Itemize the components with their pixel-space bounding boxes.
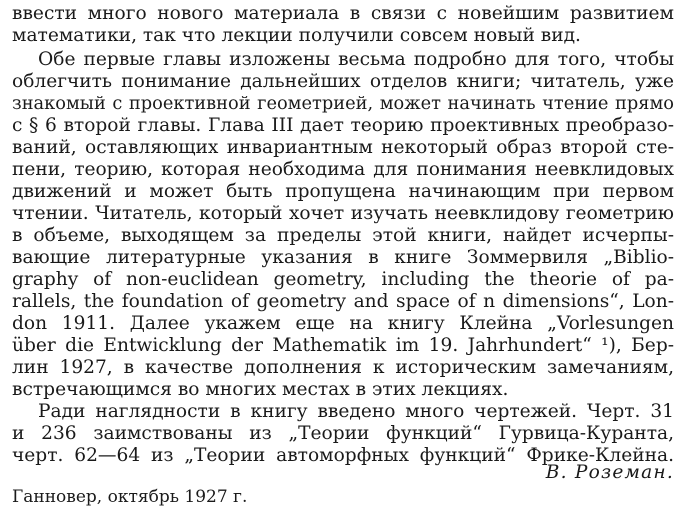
text-line: знакомый с проективной геометрией, может начинать чтение прямо xyxy=(12,93,674,114)
text-line: чтении. Читатель, который хочет изучать неевклидову геометрию xyxy=(12,203,674,224)
text-line: ваний, оставляющих инвариантным некоторый образ второй сте- xyxy=(12,137,674,158)
text-line: Ради наглядности в книгу введено много чертежей. Черт. 31 xyxy=(38,401,674,422)
text-line: вающие литературные указания в книге Зоммервиля „Biblio- xyxy=(12,247,674,268)
text-line: черт. 62—64 из „Теории автоморфных функций“ Фрике-Клейна. xyxy=(12,445,674,466)
place-date-line: Ганновер, октябрь 1927 г. xyxy=(12,487,248,507)
text-line: graphy of non-euclidean geometry, including the theorie of pa- xyxy=(12,269,674,290)
text-line: движений и может быть пропущена начинающим при первом xyxy=(12,181,674,202)
text-line: über die Entwicklung der Mathematik im 19. Jahrhundert“ ¹), Бер- xyxy=(12,335,674,356)
text-line: don 1911. Далее укажем еще на книгу Клейна „Vorlesungen xyxy=(12,313,674,334)
text-line: с § 6 второй главы. Глава III дает теорию проективных преобразо- xyxy=(12,115,674,136)
text-line: пени, теорию, которая необходима для понимания неевклидовых xyxy=(12,159,674,180)
text-line: в объеме, выходящем за пределы этой книги, найдет исчерпы- xyxy=(12,225,674,246)
text-line: облегчить понимание дальнейших отделов книги; читатель, уже xyxy=(12,71,674,92)
text-line: математики, так что лекции получили совсем новый вид. xyxy=(12,25,581,46)
text-line: Обе первые главы изложены весьма подробно для того, чтобы xyxy=(38,49,674,70)
author-signature: В. Роземан. xyxy=(545,462,674,483)
text-line: rallels, the foundation of geometry and space of n dimensions“, Lon- xyxy=(12,291,674,312)
text-line: и 236 заимствованы из „Теории функций“ Гурвица-Куранта, xyxy=(12,423,674,444)
text-line: ввести много нового материала в связи с новейшим развитием xyxy=(12,3,674,24)
text-line: лин 1927, в качестве дополнения к историческим замечаниям, xyxy=(12,357,674,378)
text-line: встречающимся во многих местах в этих лекциях. xyxy=(12,379,509,400)
